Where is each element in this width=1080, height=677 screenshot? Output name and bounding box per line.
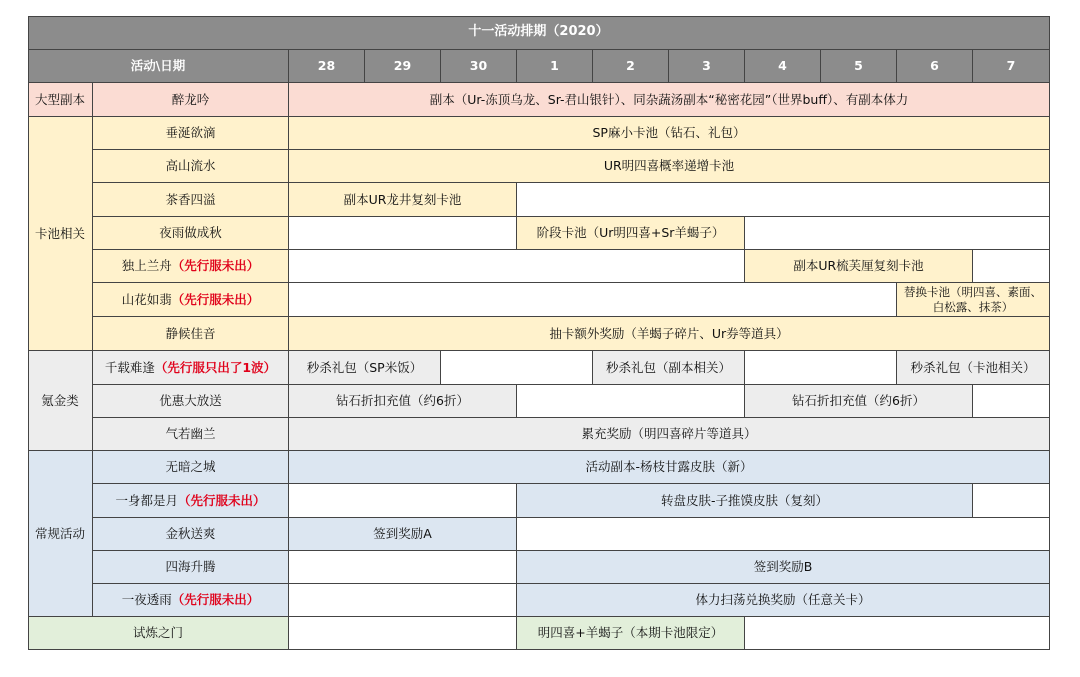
empty-cell	[289, 484, 517, 518]
server-note: （先行服未出）	[171, 258, 260, 274]
schedule-cell: SP麻小卡池（钻石、礼包）	[289, 117, 1050, 150]
schedule-cell: 副本UR梳芙厘复刻卡池	[745, 250, 973, 283]
schedule-cell: 钻石折扣充值（约6折）	[745, 385, 973, 418]
empty-cell	[973, 385, 1050, 418]
date-header: 4	[745, 50, 821, 83]
schedule-cell: 副本（Ur-冻顶乌龙、Sr-君山银针）、同杂蔬汤副本“秘密花园”（世界buff）、有副本体力	[289, 83, 1050, 117]
activity-name: 静候佳音	[93, 317, 289, 351]
server-note: （先行服未出）	[171, 291, 260, 307]
date-header: 5	[821, 50, 897, 83]
activity-name: 高山流水	[93, 150, 289, 183]
section-krypton: 氪金类	[28, 351, 93, 451]
schedule-cell: 活动副本-杨枝甘露皮肤（新）	[289, 451, 1050, 484]
schedule-cell: 秒杀礼包（SP米饭）	[289, 351, 441, 385]
activity-name: 气若幽兰	[93, 418, 289, 451]
table-title: 十一活动排期（2020）	[28, 16, 1050, 50]
schedule-cell: 秒杀礼包（副本相关）	[593, 351, 745, 385]
date-header: 30	[441, 50, 517, 83]
empty-cell	[289, 217, 517, 250]
empty-cell	[745, 351, 897, 385]
schedule-cell: 抽卡额外奖励（羊蝎子碎片、Ur券等道具）	[289, 317, 1050, 351]
schedule-cell: 秒杀礼包（卡池相关）	[897, 351, 1050, 385]
empty-cell	[745, 617, 1050, 650]
activity-name: 独上兰舟 （先行服未出）	[93, 250, 289, 283]
schedule-cell: 签到奖励B	[517, 551, 1050, 584]
section-pool: 卡池相关	[28, 117, 93, 351]
activity-name: 一身都是月 （先行服未出）	[93, 484, 289, 518]
activity-name: 茶香四溢	[93, 183, 289, 217]
schedule-cell: 替换卡池（明四喜、素面、白松露、抹茶）	[897, 283, 1050, 317]
schedule-cell: 阶段卡池（Ur明四喜+Sr羊蝎子）	[517, 217, 745, 250]
schedule-cell: 累充奖励（明四喜碎片等道具）	[289, 418, 1050, 451]
server-note: （先行服未出）	[178, 492, 266, 508]
empty-cell	[289, 617, 517, 650]
date-header: 6	[897, 50, 973, 83]
server-note: （先行服只出了1波）	[154, 359, 277, 375]
empty-cell	[517, 183, 1050, 217]
activity-name: 夜雨做成秋	[93, 217, 289, 250]
schedule-cell: 签到奖励A	[289, 518, 517, 551]
empty-cell	[973, 484, 1050, 518]
section-dungeon: 大型副本	[28, 83, 93, 117]
date-header: 28	[289, 50, 365, 83]
date-header: 3	[669, 50, 745, 83]
activity-name: 优惠大放送	[93, 385, 289, 418]
date-header: 2	[593, 50, 669, 83]
activity-name: 一夜透雨 （先行服未出）	[93, 584, 289, 617]
schedule-cell: 体力扫荡兑换奖励（任意关卡）	[517, 584, 1050, 617]
schedule-cell: UR明四喜概率递增卡池	[289, 150, 1050, 183]
schedule-cell: 副本UR龙井复刻卡池	[289, 183, 517, 217]
empty-cell	[289, 250, 745, 283]
activity-name: 试炼之门	[28, 617, 289, 650]
server-note: （先行服未出）	[171, 592, 260, 608]
date-header: 7	[973, 50, 1050, 83]
empty-cell	[289, 551, 517, 584]
empty-cell	[745, 217, 1050, 250]
schedule-cell: 明四喜+羊蝎子（本期卡池限定）	[517, 617, 745, 650]
date-header: 1	[517, 50, 593, 83]
schedule-cell: 钻石折扣充值（约6折）	[289, 385, 517, 418]
empty-cell	[441, 351, 593, 385]
activity-name: 无暗之城	[93, 451, 289, 484]
empty-cell	[517, 518, 1050, 551]
empty-cell	[289, 584, 517, 617]
activity-name: 四海升腾	[93, 551, 289, 584]
section-regular: 常规活动	[28, 451, 93, 617]
activity-name: 千载难逢 （先行服只出了1波）	[93, 351, 289, 385]
schedule-cell: 转盘皮肤-子推馍皮肤（复刻）	[517, 484, 973, 518]
empty-cell	[973, 250, 1050, 283]
activity-name: 醉龙吟	[93, 83, 289, 117]
schedule-table	[28, 16, 1050, 650]
date-header: 29	[365, 50, 441, 83]
activity-name: 金秋送爽	[93, 518, 289, 551]
empty-cell	[517, 385, 745, 418]
empty-cell	[289, 283, 897, 317]
activity-name: 山花如翡 （先行服未出）	[93, 283, 289, 317]
header-corner: 活动\日期	[28, 50, 289, 83]
activity-name: 垂涎欲滴	[93, 117, 289, 150]
